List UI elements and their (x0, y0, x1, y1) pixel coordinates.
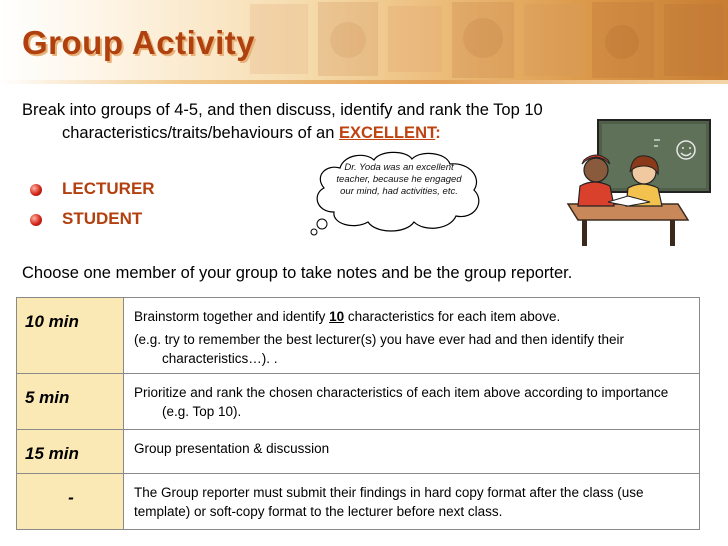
speech-bubble-text: Dr. Yoda was an excellent teacher, because he engaged our mind, had activities, etc. (336, 162, 462, 197)
table-row (17, 298, 700, 374)
bullet-label: STUDENT (62, 209, 143, 228)
activity-description (124, 298, 700, 374)
activity-text: Brainstorm together and identify (134, 309, 330, 324)
activity-line: Prioritize and rank the chosen characteristics of each item above according to importance (e.g. Top 10). (134, 385, 669, 419)
time-cell: - (17, 474, 124, 530)
bullet-lecturer (30, 176, 155, 206)
table-row (17, 474, 700, 530)
activity-line: The Group reporter must submit their findings in hard copy format after the class (use template) or soft-copy format to the lecturer before next class. (134, 485, 644, 519)
count-emphasis: 10 (329, 309, 345, 324)
activity-line (134, 307, 693, 326)
reporter-instruction: Choose one member of your group to take notes and be the group reporter. (22, 264, 573, 282)
activity-schedule-table (16, 297, 700, 530)
page-title: Group Activity (22, 24, 256, 61)
activity-text: characteristics for each item above. (344, 309, 561, 324)
role-bullet-list (30, 176, 155, 236)
time-cell: 10 min (17, 298, 124, 374)
bullet-label: LECTURER (62, 179, 155, 198)
intro-colon: : (435, 124, 441, 142)
excellent-emphasis: EXCELLENT (338, 124, 436, 142)
table-row (17, 430, 700, 474)
intro-text: Break into groups of 4-5, and then discuss, identify and rank the Top 10 characteristics/traits/behaviours of an (22, 101, 543, 142)
table-row (17, 374, 700, 430)
activity-line: (e.g. try to remember the best lecturer(s) you have ever had and then identify their characteristics…). . (134, 332, 624, 366)
activity-line: Group presentation & discussion (134, 441, 330, 456)
banner-divider (0, 80, 728, 84)
bullet-student (30, 206, 155, 236)
time-cell: 15 min (17, 430, 124, 474)
activity-description (124, 430, 700, 474)
activity-description (124, 374, 700, 430)
activity-description (124, 474, 700, 530)
bullet-dot-icon (30, 214, 42, 226)
time-cell: 5 min (17, 374, 124, 430)
students-clipart (558, 112, 718, 248)
bullet-dot-icon (30, 184, 42, 196)
